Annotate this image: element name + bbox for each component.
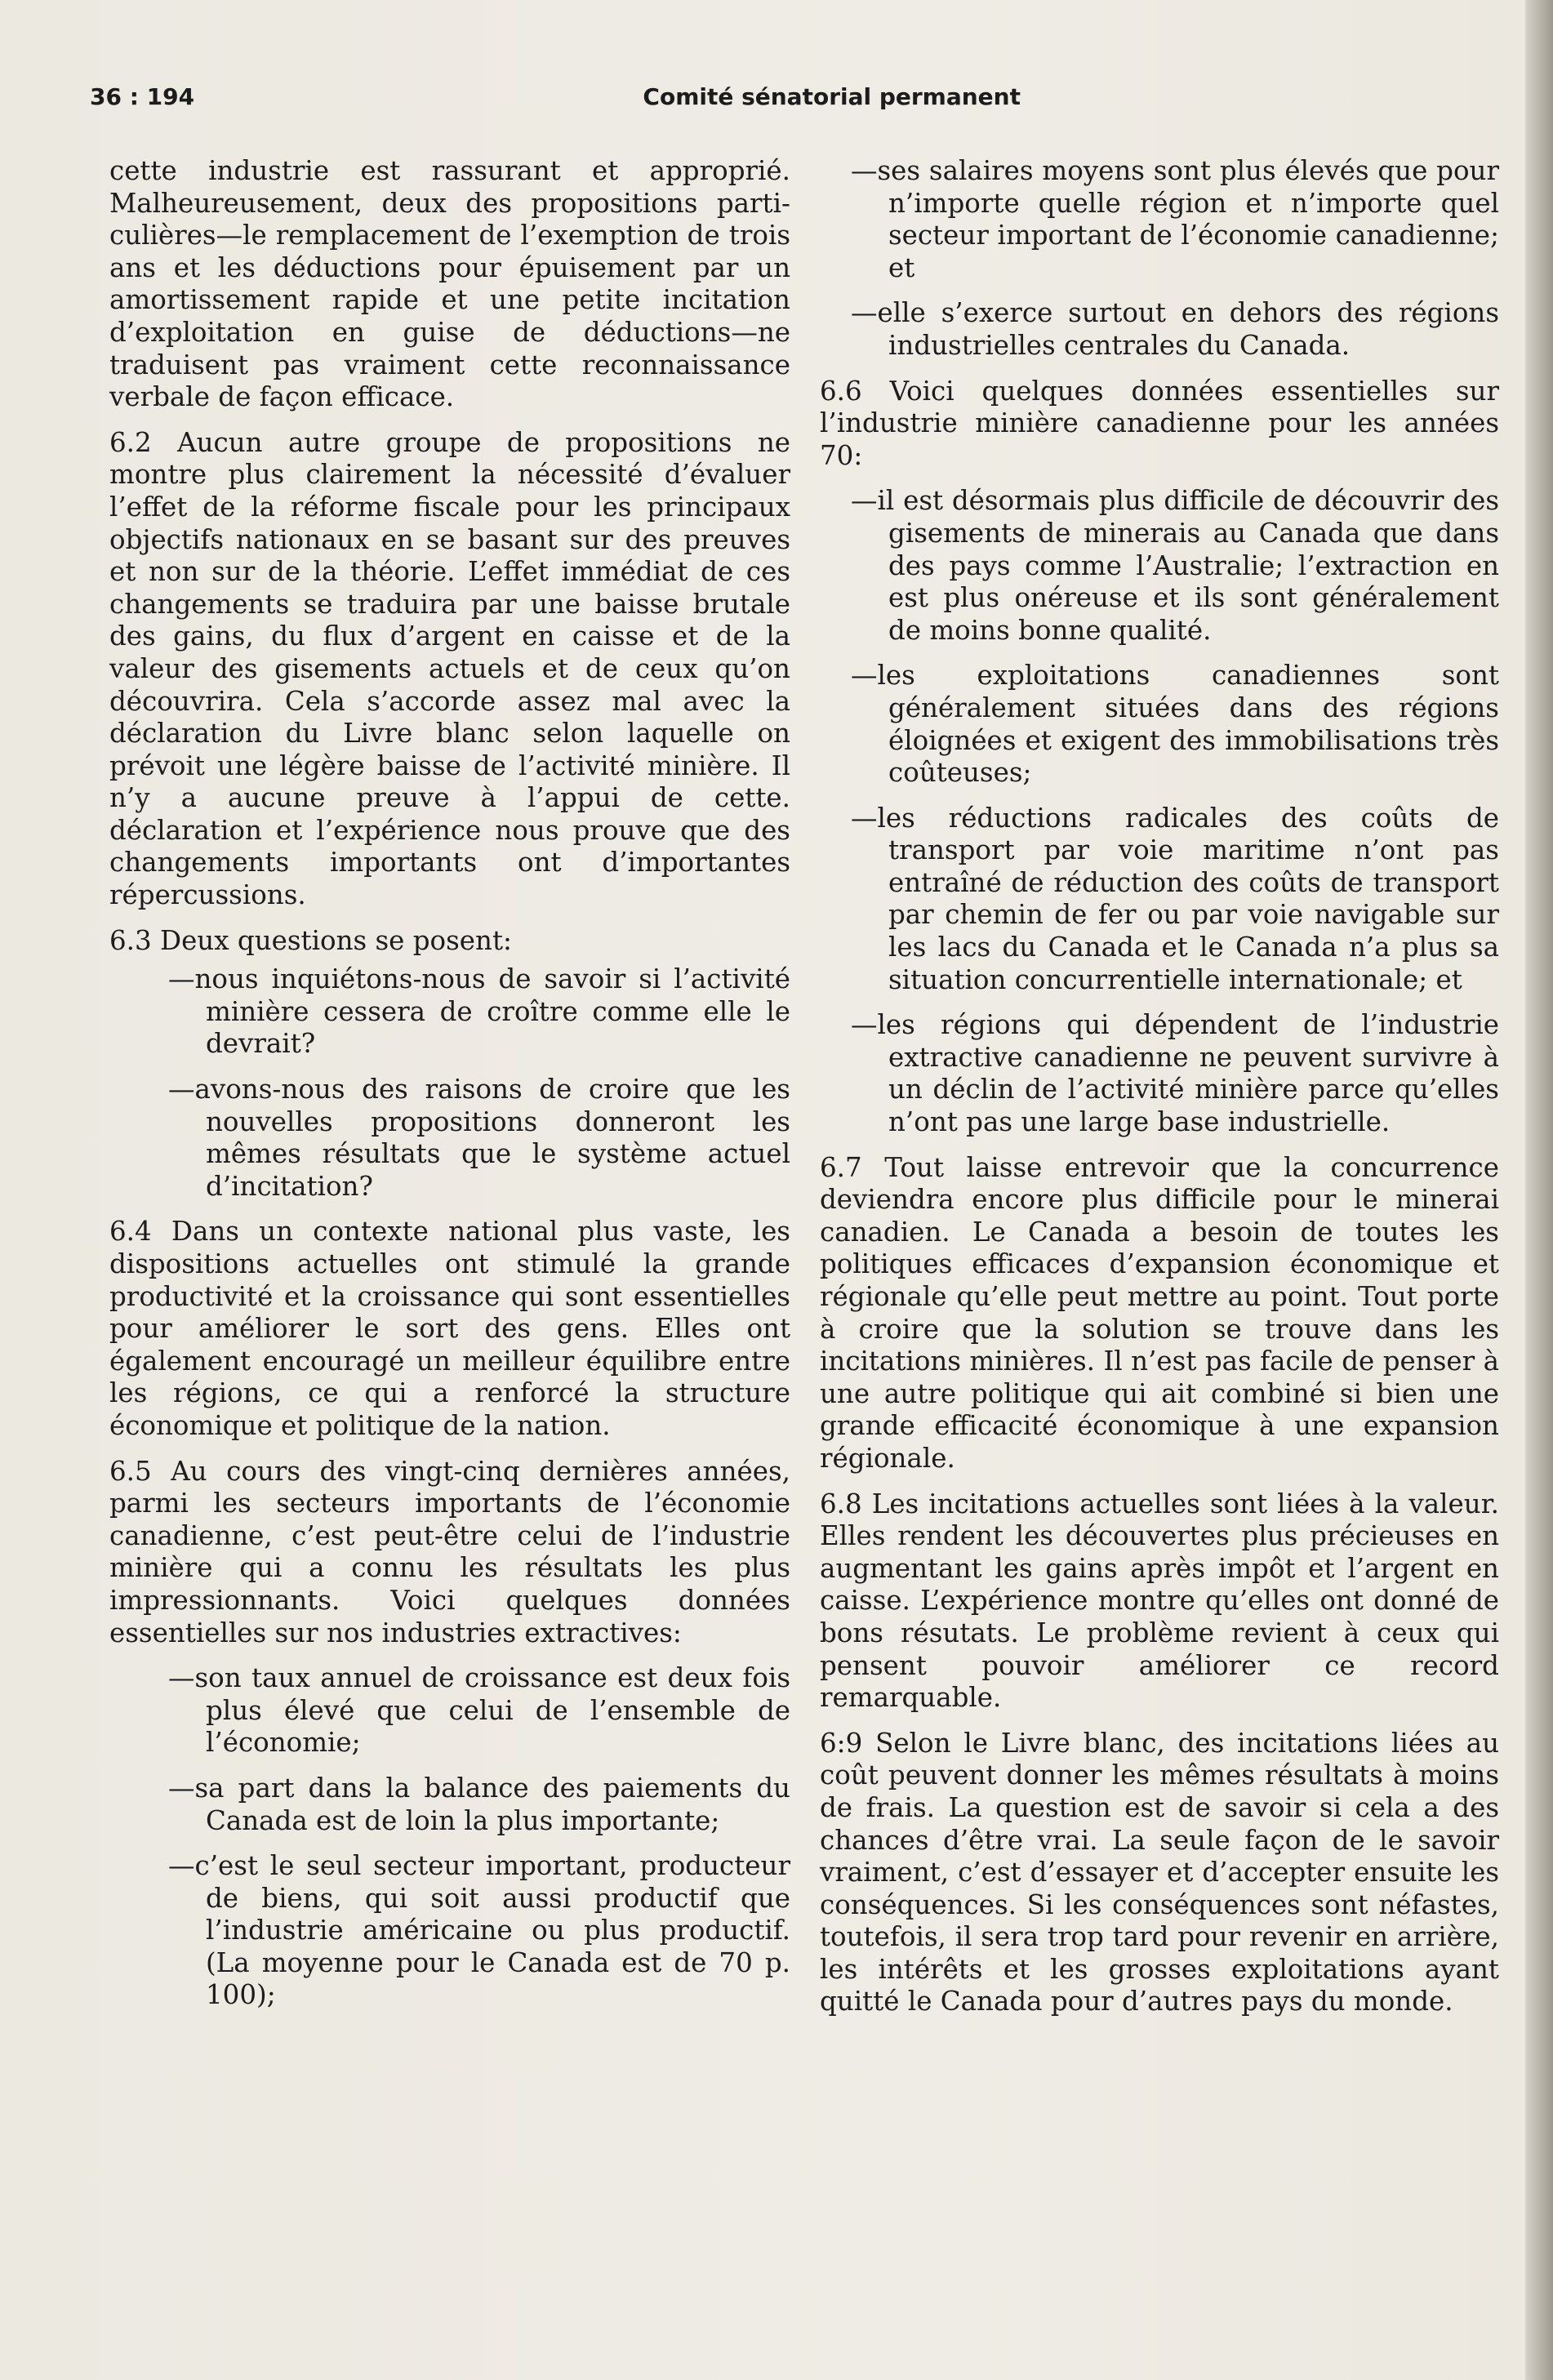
paragraph-6-4: 6.4 Dans un contexte national plus vaste, les dispositions actuelles ont stimulé la grande productivité et la croissance qui sont essentielles pour améliorer le sort des gens. Elles ont également encouragé un meilleur équilibre entre les régions, ce qui a renforcé la structure économique et politique de la nation. xyxy=(109,1216,790,1441)
page-header xyxy=(90,83,1021,116)
paragraph-6-7: 6.7 Tout laisse entrevoir que la concurrence deviendra encore plus difficile pour le minerai canadien. Le Canada a besoin de toutes les politiques efficaces d’expansion économique et régionale qu’elle peut mettre au point. Tout porte à croire que la solution se trouve dans les incitations minières. Il n’est pas facile de penser à une autre politique qui ait combiné si bien une grande efficacité économique à une expansion régionale. xyxy=(820,1151,1499,1474)
question-item: —avons-nous des raisons de croire que les nouvelles propositions donneront les mêmes résultats que le système actuel d’incitation? xyxy=(168,1074,790,1202)
page-number: 36 : 194 xyxy=(90,83,195,110)
list-item: —il est désormais plus difficile de découvrir des gisements de minerais au Canada que dans des pays comme l’Australie; l’extraction en est plus onéreuse et ils sont généralement de moins bonne qualité. xyxy=(851,485,1499,646)
list-item: —les régions qui dépendent de l’industrie extractive canadienne ne peuvent survivre à un déclin de l’activité minière parce qu’elles n’ont pas une large base industrielle. xyxy=(851,1009,1499,1138)
paragraph-6-5: 6.5 Au cours des vingt-cinq dernières années, parmi les secteurs importants de l’économie canadienne, c’est peut-être celui de l’industrie minière qui a connu les résultats les plus impressionnants. Voici quelques données essentielles sur nos industries extractives: xyxy=(109,1455,790,1648)
left-column xyxy=(109,155,790,2025)
question-item: —nous inquiétons-nous de savoir si l’activité minière cessera de croître comme elle le devrait? xyxy=(168,963,790,1060)
list-item: —son taux annuel de croissance est deux fois plus élevé que celui de l’ensemble de l’économie; xyxy=(168,1662,790,1759)
list-item: —elle s’exerce surtout en dehors des régions industrielles centrales du Canada. xyxy=(851,297,1499,361)
paragraph-6-2: 6.2 Aucun autre groupe de propositions ne montre plus clairement la nécessité d’évaluer l’effet de la réforme fiscale pour les principaux objectifs nationaux en se basant sur des preuves et non sur de la théorie. L’effet immédiat de ces changements se traduira par une baisse brutale des gains, du flux d’argent en caisse et de la valeur des gisements actuels et de ceux qu’on découvrira. Cela s’accorde assez mal avec la déclaration du Livre blanc selon laquelle on prévoit une légère baisse de l’activité minière. Il n’y a aucune preuve à l’appui de cette. déclaration et l’expérience nous prouve que des changements importants ont d’importantes répercussions. xyxy=(109,426,790,911)
paragraph-6-6: 6.6 Voici quelques données essentielles sur l’industrie minière canadienne pour les années 70: xyxy=(820,375,1499,471)
list-item: —sa part dans la balance des paiements du Canada est de loin la plus importante; xyxy=(168,1772,790,1836)
paragraph-6-8: 6.8 Les incitations actuelles sont liées à la valeur. Elles rendent les découvertes plus précieuses en augmentant les gains après impôt et l’argent en caisse. L’expérience montre qu’elles ont donné de bons résutats. Le problème revient à ceux qui pensent pouvoir améliorer ce record remarquable. xyxy=(820,1488,1499,1714)
running-title: Comité sénatorial permanent xyxy=(643,83,1021,110)
list-item: —les réductions radicales des coûts de transport par voie maritime n’ont pas entraîné de réduction des coûts de transport par chemin de fer ou par voie navigable sur les lacs du Canada et le Canada n’a plus sa situation concurrentielle internationale; et xyxy=(851,802,1499,995)
list-item: —c’est le seul secteur important, producteur de biens, qui soit aussi productif que l’industrie américaine ou plus productif. (La moyenne pour le Canada est de 70 p. 100); xyxy=(168,1850,790,2011)
list-item: —ses salaires moyens sont plus élevés que pour n’importe quelle région et n’importe quel secteur important de l’économie canadienne; et xyxy=(851,155,1499,283)
paragraph-6-9: 6:9 Selon le Livre blanc, des incitations liées au coût peuvent donner les mêmes résultats à moins de frais. La question est de savoir si cela a des chances d’être vrai. La seule façon de le savoir vraiment, c’est d’essayer et d’accepter ensuite les conséquences. Si les conséquences sont néfastes, toutefois, il sera trop tard pour revenir en arrière, les intérêts et les grosses exploitations ayant quitté le Canada pour d’autres pays du monde. xyxy=(820,1727,1499,2017)
page-edge xyxy=(1525,0,1553,2380)
paragraph: cette industrie est rassurant et approprié. Malheureusement, deux des propositions particulières—le remplacement de l’exemption de trois ans et les déductions pour épuisement par un amortissement rapide et une petite incitation d’exploitation en guise de déductions—ne traduisent pas vraiment cette reconnaissance verbale de façon efficace. xyxy=(109,155,790,413)
right-column xyxy=(820,155,1499,2031)
list-item: —les exploitations canadiennes sont généralement situées dans des régions éloignées et exigent des immobilisations très coûteuses; xyxy=(851,660,1499,789)
paragraph-6-3: 6.3 Deux questions se posent: xyxy=(109,924,512,956)
